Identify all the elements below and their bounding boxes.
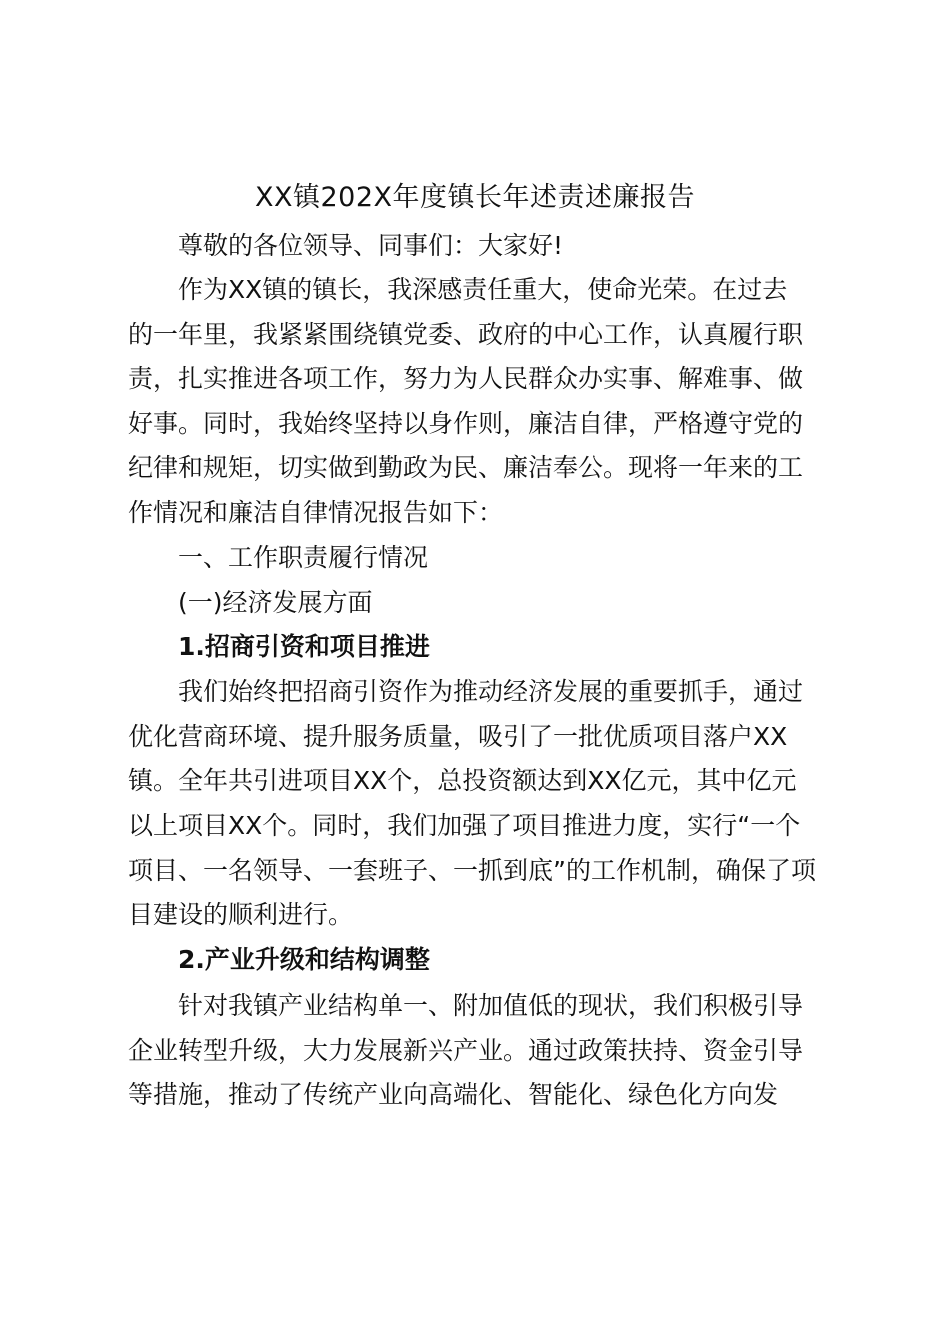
paragraph-line: 等措施，推动了传统产业向高端化、智能化、绿色化方向发: [128, 1080, 779, 1109]
item-heading: 1.招商引资和项目推进: [178, 632, 430, 661]
item-heading: 2.产业升级和结构调整: [178, 945, 430, 974]
paragraph-line: 项目、一名领导、一套班子、一抓到底”的工作机制，确保了项: [128, 856, 816, 885]
paragraph-line: 我们始终把招商引资作为推动经济发展的重要抓手，通过: [178, 677, 804, 706]
paragraph-line: 目建设的顺利进行。: [128, 900, 354, 929]
paragraph-line: 纪律和规矩，切实做到勤政为民、廉洁奉公。现将一年来的工: [128, 453, 804, 482]
paragraph-line: 针对我镇产业结构单一、附加值低的现状，我们积极引导: [178, 991, 804, 1020]
paragraph-line: 镇。全年共引进项目XX个，总投资额达到XX亿元，其中亿元: [128, 766, 797, 795]
paragraph-line: 好事。同时，我始终坚持以身作则，廉洁自律，严格遵守党的: [128, 409, 804, 438]
paragraph-line: 优化营商环境、提升服务质量，吸引了一批优质项目落户XX: [128, 722, 788, 751]
paragraph-line: 的一年里，我紧紧围绕镇党委、政府的中心工作，认真履行职: [128, 320, 804, 349]
paragraph-line: 作为XX镇的镇长，我深感责任重大，使命光荣。在过去: [178, 275, 788, 304]
document-title: XX镇202X年度镇长年述责述廉报告: [254, 182, 696, 213]
paragraph-line: 以上项目XX个。同时，我们加强了项目推进力度，实行“一个: [128, 811, 801, 840]
paragraph-line: 企业转型升级，大力发展新兴产业。通过政策扶持、资金引导: [128, 1036, 804, 1065]
greeting: 尊敬的各位领导、同事们：大家好!: [178, 231, 564, 260]
paragraph-line: 责，扎实推进各项工作，努力为人民群众办实事、解难事、做: [128, 364, 804, 393]
paragraph-line: 作情况和廉洁自律情况报告如下：: [128, 498, 504, 527]
section-heading: 一、工作职责履行情况: [178, 543, 429, 572]
subsection-heading: (一)经济发展方面: [178, 588, 373, 617]
